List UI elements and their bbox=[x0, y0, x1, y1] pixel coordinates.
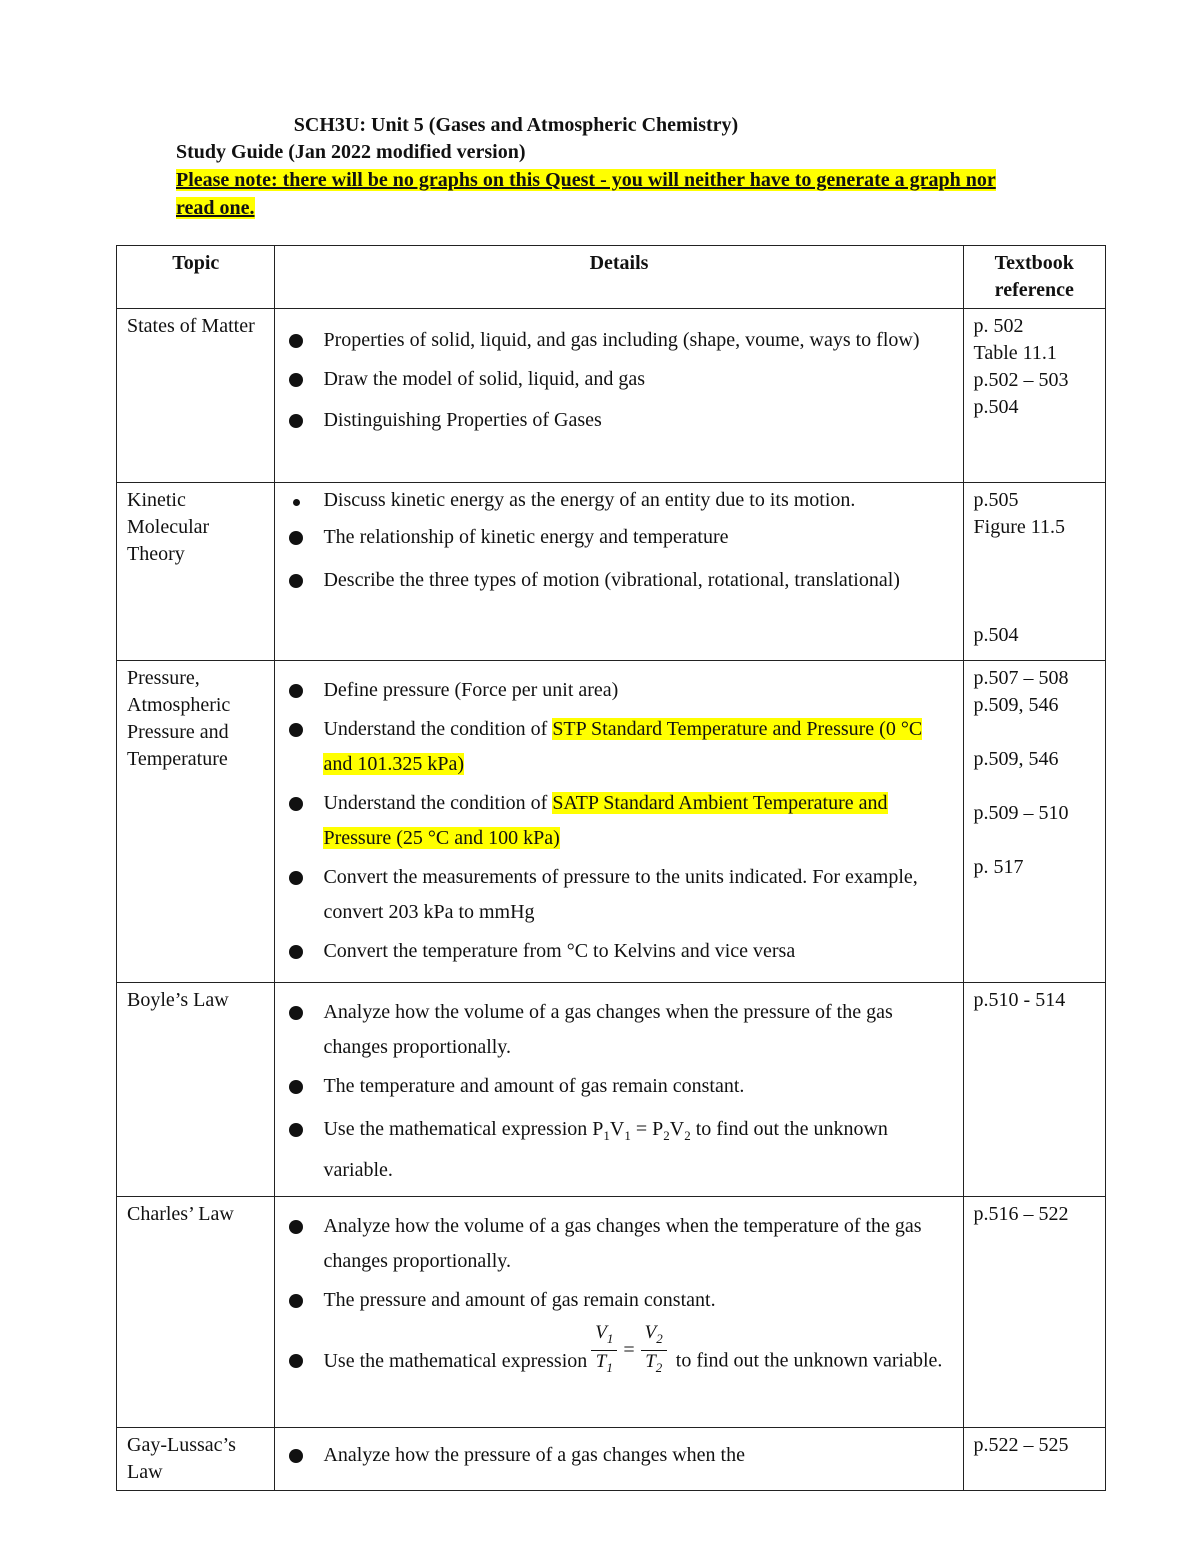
bullet-icon bbox=[293, 499, 300, 506]
list-item: Understand the condition of SATP Standard Ambient Temperature and Pressure (25 °C and 100 kPa) bbox=[323, 786, 952, 856]
topic-cell: Pressure, Atmospheric Pressure and Temperature bbox=[117, 661, 275, 983]
table-row bbox=[117, 983, 1106, 1197]
highlighted-note bbox=[176, 166, 1026, 222]
topic-cell: Charles’ Law bbox=[117, 1197, 275, 1428]
header-details: Details bbox=[275, 246, 963, 309]
ref-line: p.504 bbox=[973, 396, 1019, 418]
bullet-icon bbox=[289, 871, 303, 885]
list-item: Use the mathematical expression $\frac{V_1}{T_1}$ = $\frac{V_2}{T_2}$ to find out the unknown variable. bbox=[323, 1322, 952, 1379]
list-item: Understand the condition of STP Standard Temperature and Pressure (0 °C and 101.325 kPa) bbox=[323, 712, 952, 782]
list-item: Distinguishing Properties of Gases bbox=[323, 403, 952, 438]
reference-cell bbox=[963, 1428, 1105, 1491]
list-item: The relationship of kinetic energy and temperature bbox=[323, 520, 952, 555]
reference-cell bbox=[963, 309, 1105, 483]
ref-line: p.509, 546 bbox=[973, 694, 1059, 716]
reference-cell bbox=[963, 983, 1105, 1197]
bullet-icon bbox=[289, 1006, 303, 1020]
ref-line: p.510 - 514 bbox=[973, 989, 1066, 1011]
ref-line: p.502 – 503 bbox=[973, 369, 1069, 391]
note-text: Please note: there will be no graphs on this Quest - you will neither have to generate a graph nor read one. bbox=[176, 169, 996, 219]
details-cell bbox=[275, 1197, 963, 1428]
details-cell bbox=[275, 661, 963, 983]
document-title: SCH3U: Unit 5 (Gases and Atmospheric Chemistry) bbox=[293, 114, 739, 136]
bullet-icon bbox=[289, 797, 303, 811]
list-item: Analyze how the pressure of a gas changes when the bbox=[323, 1438, 952, 1473]
bullet-icon bbox=[289, 684, 303, 698]
table-header-row bbox=[117, 246, 1106, 309]
stp-highlight: STP Standard Temperature and Pressure (0 °C and 101.325 kPa) bbox=[323, 718, 923, 775]
bullet-icon bbox=[289, 1220, 303, 1234]
ref-line: p.504 bbox=[973, 624, 1019, 646]
table-row bbox=[117, 483, 1106, 661]
list-item: Convert the temperature from °C to Kelvins and vice versa bbox=[323, 934, 952, 969]
bullet-icon bbox=[289, 334, 303, 348]
ref-line: p.509, 546 bbox=[973, 748, 1059, 770]
table-row bbox=[117, 1197, 1106, 1428]
table-row bbox=[117, 309, 1106, 483]
bullet-icon bbox=[289, 1294, 303, 1308]
boyle-formula: $P_1V_1 = P_2V_2$ bbox=[592, 1118, 691, 1143]
ref-line: p.516 – 522 bbox=[973, 1203, 1069, 1225]
details-cell bbox=[275, 309, 963, 483]
ref-line: p. 502 bbox=[973, 315, 1024, 337]
list-item: Describe the three types of motion (vibrational, rotational, translational) bbox=[323, 563, 952, 598]
document-header bbox=[176, 114, 1036, 222]
satp-highlight: SATP Standard Ambient Temperature and Pressure (25 °C and 100 kPa) bbox=[323, 792, 888, 849]
ref-line: p.522 – 525 bbox=[973, 1434, 1069, 1456]
bullet-icon bbox=[289, 1080, 303, 1094]
list-item: Convert the measurements of pressure to the units indicated. For example, convert 203 kPa to mmHg bbox=[323, 860, 952, 930]
details-cell bbox=[275, 483, 963, 661]
header-reference: Textbook reference bbox=[963, 246, 1105, 309]
list-item: The temperature and amount of gas remain constant. bbox=[323, 1069, 952, 1104]
bullet-icon bbox=[289, 1354, 303, 1368]
details-cell bbox=[275, 983, 963, 1197]
ref-line: p.505 bbox=[973, 489, 1019, 511]
bullet-icon bbox=[289, 414, 303, 428]
list-item: Properties of solid, liquid, and gas including (shape, voume, ways to flow) bbox=[323, 323, 952, 358]
table-row bbox=[117, 661, 1106, 983]
study-guide-table bbox=[116, 245, 1106, 1491]
header-topic: Topic bbox=[117, 246, 275, 309]
reference-cell bbox=[963, 1197, 1105, 1428]
topic-cell: Boyle’s Law bbox=[117, 983, 275, 1197]
document-subtitle: Study Guide (Jan 2022 modified version) bbox=[176, 141, 526, 163]
list-item: Discuss kinetic energy as the energy of an entity due to its motion. bbox=[323, 487, 952, 514]
bullet-icon bbox=[289, 945, 303, 959]
bullet-icon bbox=[289, 531, 303, 545]
reference-cell bbox=[963, 483, 1105, 661]
reference-cell bbox=[963, 661, 1105, 983]
topic-cell: Gay-Lussac’s Law bbox=[117, 1428, 275, 1491]
list-item: Draw the model of solid, liquid, and gas bbox=[323, 362, 952, 397]
bullet-icon bbox=[289, 574, 303, 588]
topic-cell: States of Matter bbox=[117, 309, 275, 483]
ref-line: Table 11.1 bbox=[973, 342, 1057, 364]
topic-cell: Kinetic Molecular Theory bbox=[117, 483, 275, 661]
bullet-icon bbox=[289, 1449, 303, 1463]
list-item: Use the mathematical expression $P_1V_1 = P_2V_2$ to find out the unknown variable. bbox=[323, 1112, 952, 1188]
ref-line: p.509 – 510 bbox=[973, 802, 1069, 824]
table-row bbox=[117, 1428, 1106, 1491]
bullet-icon bbox=[289, 723, 303, 737]
details-cell bbox=[275, 1428, 963, 1491]
bullet-icon bbox=[289, 1123, 303, 1137]
bullet-icon bbox=[289, 373, 303, 387]
list-item: Define pressure (Force per unit area) bbox=[323, 673, 952, 708]
list-item: The pressure and amount of gas remain constant. bbox=[323, 1283, 952, 1318]
ref-line: Figure 11.5 bbox=[973, 516, 1066, 538]
ref-line: p.507 – 508 bbox=[973, 667, 1069, 689]
list-item: Analyze how the volume of a gas changes when the pressure of the gas changes proportionally. bbox=[323, 995, 952, 1065]
charles-formula: $\frac{V_1}{T_1}$ = $\frac{V_2}{T_2}$ bbox=[587, 1322, 671, 1379]
list-item: Analyze how the volume of a gas changes when the temperature of the gas changes proportionally. bbox=[323, 1209, 952, 1279]
ref-line: p. 517 bbox=[973, 856, 1024, 878]
